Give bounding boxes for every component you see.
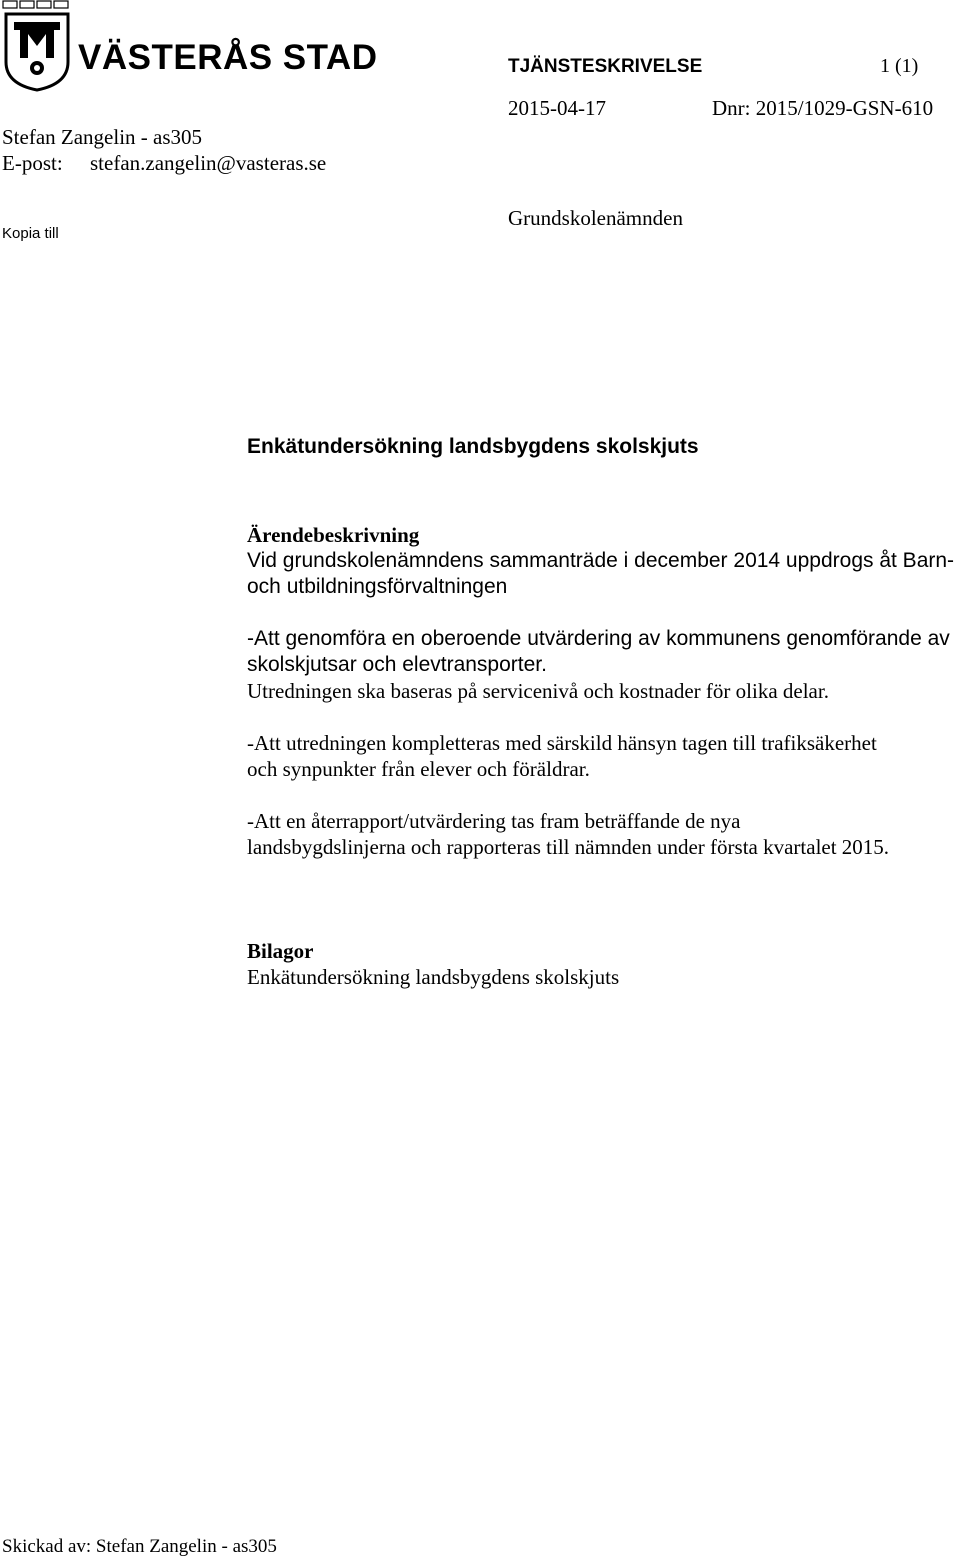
logo-wordmark: VÄSTERÅS STAD xyxy=(78,38,378,77)
document-date: 2015-04-17 xyxy=(508,96,606,120)
footer-sent-by: Skickad av: Stefan Zangelin - as305 xyxy=(2,1536,277,1557)
body-line: -Att en återrapport/utvärdering tas fram beträffande de nya xyxy=(247,809,741,833)
body-line: Utredningen ska baseras på servicenivå och kostnader för olika delar. xyxy=(247,679,829,703)
body-line: Vid grundskolenämndens sammanträde i december 2014 uppdrogs åt Barn- xyxy=(247,549,955,572)
page-number: 1 (1) xyxy=(880,55,919,77)
body-line: landsbygdslinjerna och rapporteras till nämnden under första kvartalet 2015. xyxy=(247,835,890,859)
body-line: -Att genomföra en oberoende utvärdering av kommunens genomförande av xyxy=(247,627,950,650)
document-type: TJÄNSTESKRIVELSE xyxy=(508,56,703,77)
body-line: -Att utredningen kompletteras med särskild hänsyn tagen till trafiksäkerhet xyxy=(247,731,877,755)
attachment-item: Enkätundersökning landsbygdens skolskjuts xyxy=(247,965,620,989)
copy-to-label: Kopia till xyxy=(2,225,59,242)
body-line: och synpunkter från elever och föräldrar. xyxy=(247,757,590,781)
diary-number: Dnr: 2015/1029-GSN-610 xyxy=(712,96,934,120)
section-heading: Ärendebeskrivning xyxy=(247,523,420,547)
email-address: stefan.zangelin@vasteras.se xyxy=(90,151,327,175)
body-line: och utbildningsförvaltningen xyxy=(247,575,508,598)
document-title: Enkätundersökning landsbygdens skolskjuts xyxy=(247,435,699,458)
attachments-heading: Bilagor xyxy=(247,939,314,963)
sender-name: Stefan Zangelin - as305 xyxy=(2,125,203,149)
email-label: E-post: xyxy=(2,151,63,175)
document-body xyxy=(247,522,960,990)
coat-of-arms-logo xyxy=(2,0,72,92)
body-line: skolskjutsar och elevtransporter. xyxy=(247,653,547,676)
recipient: Grundskolenämnden xyxy=(508,206,683,230)
